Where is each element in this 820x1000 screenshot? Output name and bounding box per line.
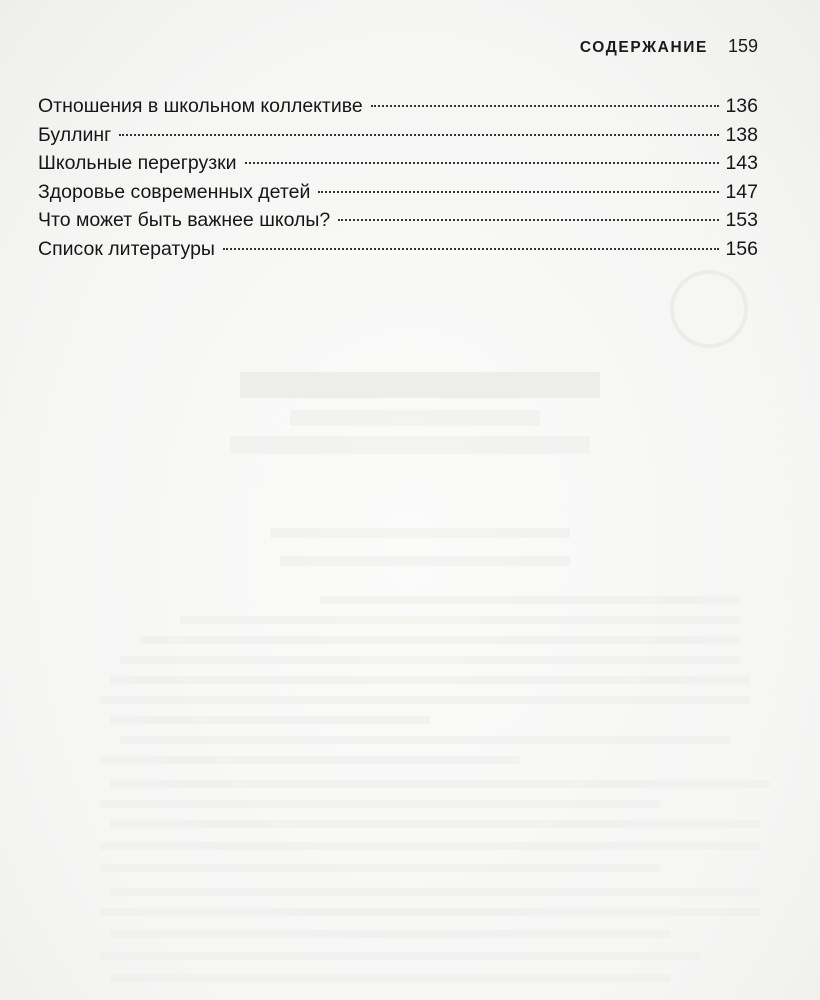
table-of-contents xyxy=(38,92,758,263)
toc-entry-page: 153 xyxy=(725,209,758,231)
bleed-through-block xyxy=(100,952,700,960)
dot-leader xyxy=(338,219,719,221)
bleed-through-block xyxy=(180,616,740,624)
dot-leader xyxy=(223,248,720,250)
bleed-through-block xyxy=(110,930,670,938)
bleed-through-block xyxy=(100,756,520,764)
toc-entry xyxy=(38,92,758,121)
dot-leader xyxy=(318,191,719,193)
bleed-through-block xyxy=(120,736,730,744)
bleed-through-block xyxy=(100,696,750,704)
toc-entry xyxy=(38,149,758,178)
toc-entry-page: 143 xyxy=(725,152,758,174)
bleed-through-block xyxy=(110,676,750,684)
bleed-through-block xyxy=(320,596,740,604)
toc-entry xyxy=(38,206,758,235)
toc-entry-page: 147 xyxy=(725,180,758,203)
toc-entry-page: 136 xyxy=(725,95,758,117)
page-number: 159 xyxy=(727,36,758,56)
bleed-through-block xyxy=(240,372,600,398)
bleed-through-block xyxy=(100,800,660,808)
bleed-through-block xyxy=(110,716,430,724)
bleed-through-block xyxy=(110,820,760,828)
bleed-through-block xyxy=(100,842,760,850)
bleed-through-block xyxy=(110,888,760,896)
dot-leader xyxy=(371,105,720,107)
bleed-through-block xyxy=(290,410,540,426)
bleed-through-block xyxy=(270,528,570,538)
toc-entry-page: 138 xyxy=(725,123,758,146)
toc-entry xyxy=(38,235,758,264)
toc-entry-title: Что может быть важнее школы? xyxy=(38,209,331,231)
bleed-through-block xyxy=(100,908,760,916)
dot-leader xyxy=(245,162,720,164)
toc-entry-title: Здоровье современных детей xyxy=(38,180,311,203)
bleed-through-block xyxy=(140,636,740,644)
bleed-through-block xyxy=(230,436,590,454)
section-title: СОДЕРЖАНИЕ xyxy=(579,39,708,56)
dot-leader xyxy=(119,134,719,136)
toc-entry xyxy=(38,178,758,207)
bleed-through-block xyxy=(120,656,740,664)
running-header xyxy=(580,36,758,57)
bleed-through-circle xyxy=(670,270,748,348)
bleed-through-block xyxy=(110,974,670,982)
toc-entry-title: Буллинг xyxy=(38,123,112,146)
bleed-through-block xyxy=(100,864,660,872)
bleed-through-block xyxy=(280,556,570,566)
toc-entry-title: Список литературы xyxy=(38,237,215,260)
toc-entry xyxy=(38,121,758,150)
toc-entry-title: Школьные перегрузки xyxy=(38,152,237,174)
bleed-through-block xyxy=(110,780,770,788)
toc-entry-page: 156 xyxy=(725,237,758,260)
toc-entry-title: Отношения в школьном коллективе xyxy=(38,95,363,117)
